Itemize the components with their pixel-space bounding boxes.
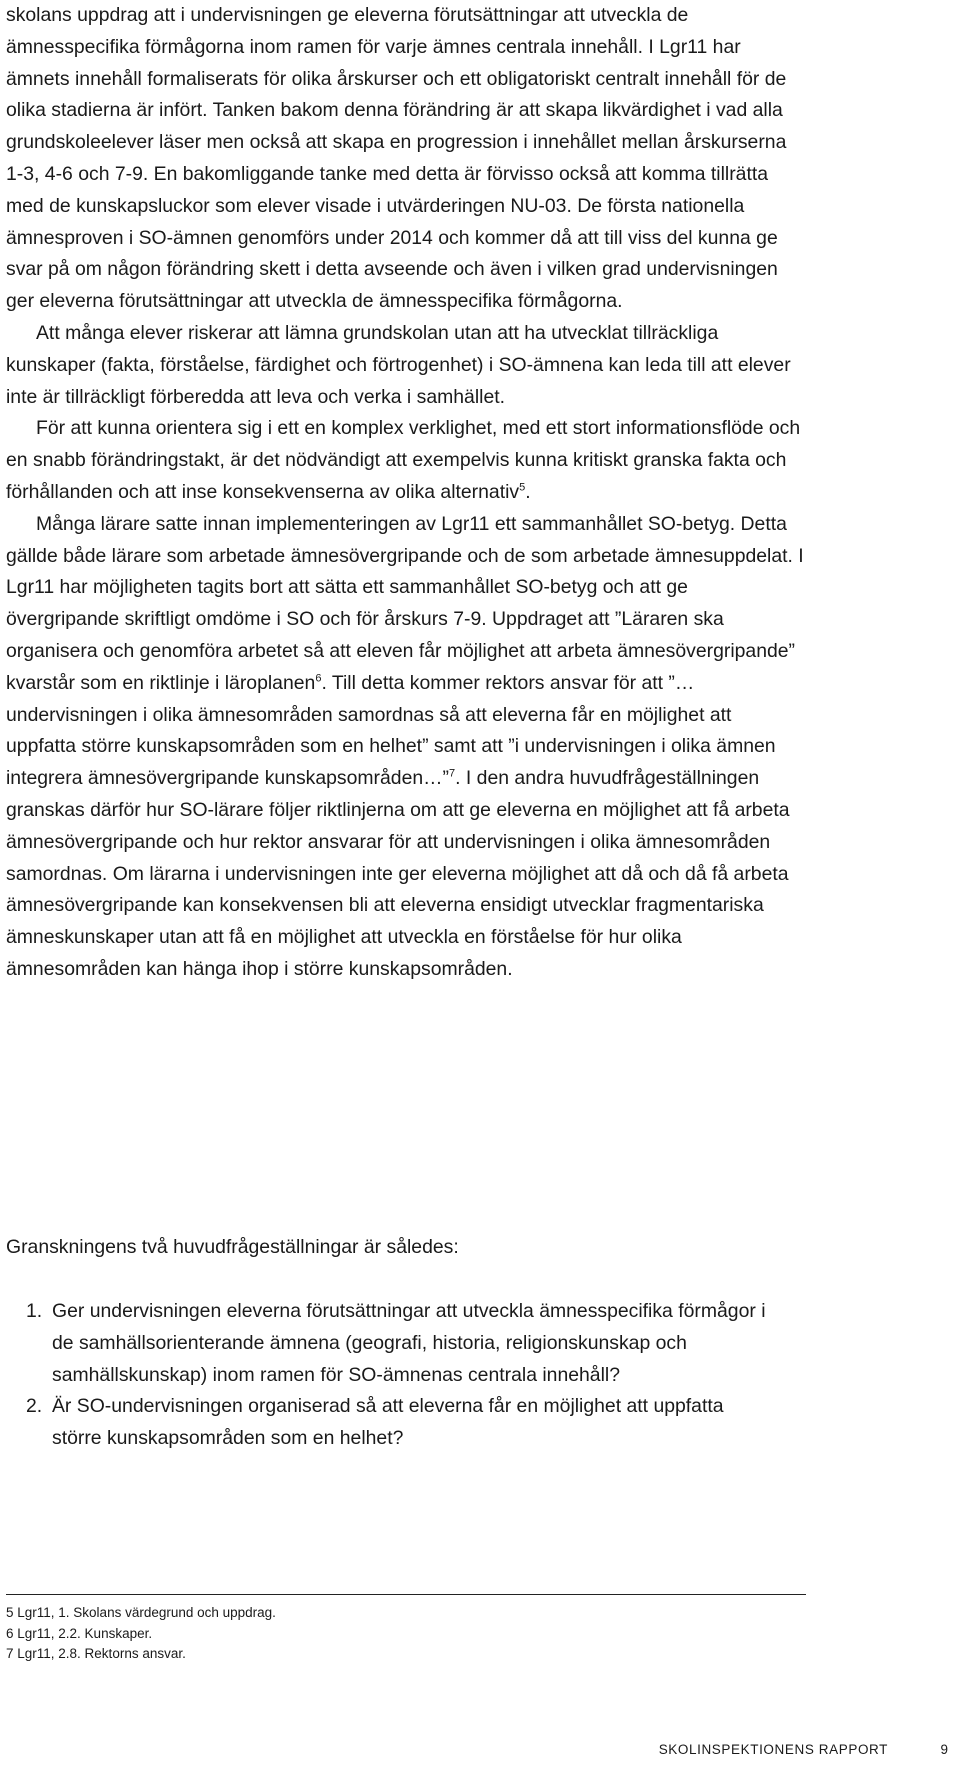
- questions-intro: Granskningens två huvudfrågeställningar är således:: [6, 1236, 459, 1258]
- list-item: [6, 1391, 766, 1455]
- paragraph: [6, 509, 806, 986]
- list-number: 2.: [26, 1395, 43, 1418]
- body-text: [6, 0, 806, 986]
- footnote-ref[interactable]: 7: [449, 767, 456, 780]
- footnote-ref[interactable]: 6: [315, 672, 322, 685]
- paragraph-text: För att kunna orientera sig i ett en komplex verklighet, med ett stort informationsflöde och en snabb förändringstakt, är det nödvändigt att exempelvis kunna kritiskt granska fakta och förhållanden och att inse konsekvenserna av olika alternativ: [6, 417, 801, 503]
- paragraph-text: Många lärare satte innan implementeringen av Lgr11 ett sammanhållet SO-betyg. Detta gällde både lärare som arbetade ämnesövergripande och de som arbetade ämnesuppdelat. I Lgr11 har möjligheten tagits bort att sätta ett sammanhållet SO-betyg och att ge övergripande skriftligt omdöme i SO och för årskurs 7-9. Uppdraget att ”Läraren ska organisera och genomföra arbetet så att eleven får möjlighet att arbeta ämnesövergripande” kvarstår som en riktlinje i läroplanen: [6, 512, 804, 694]
- footnote: 7 Lgr11, 2.8. Rektorns ansvar.: [6, 1646, 186, 1661]
- paragraph-text: . Till detta kommer rektors ansvar för att ”… undervisningen i olika ämnesområden samordnas så att eleverna får en möjlighet att uppfatta större kunskapsområden som en helhet” samt att ”i undervisningen i olika ämnen integrera ämnesövergripande kunskapsområden…”: [6, 671, 776, 790]
- footer-title: SKOLINSPEKTIONENS RAPPORT: [658, 1742, 888, 1757]
- footnote: 5 Lgr11, 1. Skolans värdegrund och uppdrag.: [6, 1605, 276, 1620]
- footnote: 6 Lgr11, 2.2. Kunskaper.: [6, 1625, 153, 1641]
- footnote-divider: [6, 1594, 806, 1595]
- list-item-text: Är SO-undervisningen organiserad så att eleverna får en möjlighet att uppfatta större kunskapsområden som en helhet?: [52, 1395, 724, 1450]
- list-item: [6, 1296, 766, 1391]
- list-item-text: Ger undervisningen eleverna förutsättningar att utveckla ämnesspecifika förmågor i de samhällsorienterande ämnena (geografi, historia, religionskunskap och samhällskunskap) inom ramen för SO-ämnenas centrala innehåll?: [52, 1300, 766, 1386]
- paragraph: skolans uppdrag att i undervisningen ge eleverna förutsättningar att utveckla de ämnesspecifika förmågorna inom ramen för varje ämnes centrala innehåll. I Lgr11 har ämnets innehåll formaliserats för olika årskurser och ett obligatoriskt centralt innehåll för de olika stadierna är infört. Tanken bakom denna förändring är att skapa likvärdighet i vad alla grundskoleelever läser men också att skapa en progression i innehållet mellan årskurserna 1-3, 4-6 och 7-9. En bakomliggande tanke med detta är förvisso också att komma tillrätta med de kunskapsluckor som elever visade i utvärderingen NU-03. De första nationella ämnesproven i SO-ämnen genomförs under 2014 och kommer då att till viss del kunna ge svar på om någon förändring skett i detta avseende och även i vilken grad undervisningen ger eleverna förutsättningar att utveckla de ämnesspecifika förmågorna.: [6, 4, 787, 313]
- paragraph: [6, 413, 806, 508]
- questions-list: [6, 1296, 766, 1455]
- footnotes: [6, 1603, 276, 1665]
- paragraph-text: . I den andra huvudfrågeställningen granskas därför hur SO-lärare följer riktlinjerna om att ge eleverna en möjlighet att få arbeta ämnesövergripande och hur rektor ansvarar för att undervisningen i olika ämnesområden samordnas. Om lärarna i undervisningen inte ger eleverna möjlighet att då och då få arbeta ämnesövergripande kan konsekvensen bli att eleverna ensidigt utvecklar fragmentariska ämneskunskaper utan att få en möjlighet att utveckla en förståelse för hur olika ämnesområden kan hänga ihop i större kunskapsområden.: [6, 767, 790, 980]
- page-number: 9: [940, 1742, 948, 1757]
- footnote-ref[interactable]: 5: [519, 481, 526, 494]
- paragraph: Att många elever riskerar att lämna grundskolan utan att ha utvecklat tillräckliga kunskaper (fakta, förståelse, färdighet och förtrogenhet) i SO-ämnena kan leda till att elever inte är tillräckligt förberedda att leva och verka i samhället.: [6, 321, 791, 408]
- list-number: 1.: [26, 1300, 43, 1322]
- period: .: [525, 480, 531, 503]
